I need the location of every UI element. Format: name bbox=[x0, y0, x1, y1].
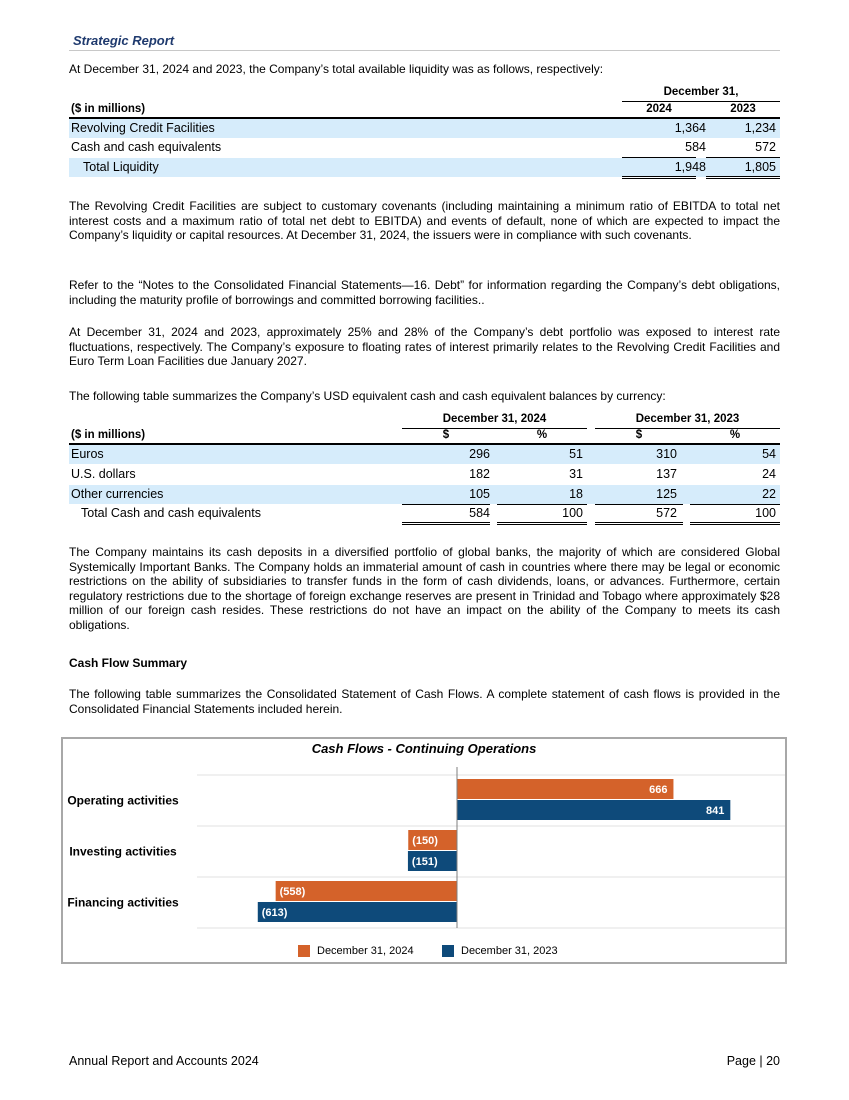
usd-2024: 296 bbox=[469, 447, 490, 461]
total-double-rule bbox=[690, 522, 780, 525]
total-double-rule bbox=[402, 522, 490, 525]
pct-2023: 100 bbox=[755, 506, 776, 520]
legend-label-2024: December 31, 2024 bbox=[317, 945, 414, 957]
row-value-2024: 1,364 bbox=[674, 121, 706, 135]
pct-2024: 51 bbox=[569, 447, 583, 461]
pct-2024: 18 bbox=[569, 487, 583, 501]
pct-2023: 54 bbox=[762, 447, 776, 461]
data-label: 841 bbox=[705, 805, 725, 817]
data-label: (558) bbox=[279, 886, 306, 898]
pct-2024: 31 bbox=[569, 467, 583, 481]
col-pct-2024: % bbox=[536, 429, 548, 441]
col-usd-2024: $ bbox=[442, 429, 450, 441]
usd-2023: 137 bbox=[656, 467, 677, 481]
table-row bbox=[69, 465, 780, 484]
row-label: Total Liquidity bbox=[83, 160, 159, 174]
chart-title: Cash Flows - Continuing Operations bbox=[311, 741, 537, 756]
liquidity-intro: At December 31, 2024 and 2023, the Company’s total available liquidity was as follows, respectively: bbox=[69, 62, 604, 76]
usd-2024: 182 bbox=[469, 467, 490, 481]
row-label: Total Cash and cash equivalents bbox=[81, 506, 261, 520]
usd-2023: 125 bbox=[656, 487, 677, 501]
cash-flow-chart bbox=[61, 737, 787, 964]
row-label: Cash and cash equivalents bbox=[71, 140, 222, 154]
table-row bbox=[69, 119, 780, 138]
total-double-rule bbox=[497, 522, 587, 525]
liquidity-col-2023: 2023 bbox=[730, 103, 756, 115]
bar-2023 bbox=[457, 800, 730, 820]
row-value-2023: 572 bbox=[755, 140, 776, 154]
row-label: Euros bbox=[71, 447, 104, 461]
row-value-2024: 1,948 bbox=[674, 160, 706, 174]
liquidity-col-2024: 2024 bbox=[646, 103, 672, 115]
cash-flow-intro: The following table summarizes the Consolidated Statement of Cash Flows. A complete statement of cash flows is provided in the Consolidated Financial Statements included herein. bbox=[69, 687, 780, 716]
pct-2023: 22 bbox=[762, 487, 776, 501]
usd-2023: 572 bbox=[656, 506, 677, 520]
data-label: (150) bbox=[412, 835, 438, 847]
table-row bbox=[69, 485, 780, 504]
data-label: 666 bbox=[649, 784, 668, 796]
row-value-2023: 1,805 bbox=[744, 160, 776, 174]
data-label: (151) bbox=[411, 856, 438, 868]
group-header-rule bbox=[622, 101, 780, 102]
usd-2024: 584 bbox=[469, 506, 490, 520]
currency-group-2023: December 31, 2023 bbox=[635, 413, 740, 425]
row-label: U.S. dollars bbox=[71, 467, 136, 481]
pct-2023: 24 bbox=[762, 467, 776, 481]
covenants-paragraph: The Revolving Credit Facilities are subject to customary covenants (including maintaining a minimum ratio of EBITDA to total net interest costs and a maximum ratio of total net debt to EBITDA) and events of default, none of which are expected to impact the Company’s liquidity or capital resources. At December 31, 2024, the issuers were in compliance with such covenants. bbox=[69, 199, 780, 242]
footer-page-number: Page | 20 bbox=[726, 1054, 780, 1068]
row-value-2023: 1,234 bbox=[744, 121, 776, 135]
table-row bbox=[69, 138, 780, 157]
cash-flow-heading: Cash Flow Summary bbox=[69, 656, 188, 670]
total-double-rule bbox=[595, 522, 683, 525]
legend-swatch-2024 bbox=[298, 945, 310, 957]
bar-2023 bbox=[258, 902, 457, 922]
bar-2024 bbox=[457, 779, 673, 799]
table-row bbox=[69, 445, 780, 464]
interest-rate-paragraph: At December 31, 2024 and 2023, approximately 25% and 28% of the Company’s debt portfolio was exposed to interest rate fluctuations, respectively. The Company’s exposure to floating rates of interest primarily relates to the Revolving Credit Facilities and Euro Term Loan Facilities due January 2027. bbox=[69, 325, 780, 368]
currency-group-2024: December 31, 2024 bbox=[442, 413, 547, 425]
usd-2024: 105 bbox=[469, 487, 490, 501]
table-row-total bbox=[69, 158, 780, 177]
total-double-rule bbox=[706, 176, 780, 179]
currency-intro: The following table summarizes the Company’s USD equivalent cash and cash equivalent balances by currency: bbox=[69, 389, 666, 403]
bank-deposits-paragraph: The Company maintains its cash deposits in a diversified portfolio of global banks, the majority of which are considered Global Systemically Important Banks. The Company holds an immaterial amount of cash in countries where there may be legal or economic restrictions on the ability of subsidiaries to transfer funds in the form of cash dividends, loans, or advances. Furthermore, certain regulatory restrictions due to the shortage of foreign exchange reserves are present in Trinidad and Tobago where approximately $28 million of our foreign cash resides. These restrictions do not have an impact on the ability of the Company to meets its cash obligations. bbox=[69, 545, 780, 632]
total-double-rule bbox=[622, 176, 696, 179]
chart-plot bbox=[63, 739, 785, 939]
legend-swatch-2023 bbox=[442, 945, 454, 957]
data-label: (613) bbox=[261, 907, 288, 919]
liquidity-unit-label: ($ in millions) bbox=[71, 103, 146, 115]
usd-2023: 310 bbox=[656, 447, 677, 461]
currency-unit-label: ($ in millions) bbox=[71, 429, 146, 441]
liquidity-group-header: December 31, bbox=[663, 86, 739, 98]
category-label: Financing activities bbox=[67, 895, 179, 910]
pct-2024: 100 bbox=[562, 506, 583, 520]
footer-report-name: Annual Report and Accounts 2024 bbox=[69, 1054, 259, 1068]
header-divider bbox=[69, 50, 780, 51]
debt-notes-paragraph: Refer to the “Notes to the Consolidated Financial Statements—16. Debt” for information regarding the Company’s debt obligations, including the maturity profile of borrowings and committed borrowing facilities.. bbox=[69, 278, 780, 307]
row-label: Revolving Credit Facilities bbox=[71, 121, 215, 135]
legend-label-2023: December 31, 2023 bbox=[461, 945, 558, 957]
row-label: Other currencies bbox=[71, 487, 164, 501]
category-label: Operating activities bbox=[67, 793, 179, 808]
col-pct-2023: % bbox=[729, 429, 741, 441]
table-row-total bbox=[69, 504, 780, 523]
category-label: Investing activities bbox=[69, 844, 177, 859]
col-usd-2023: $ bbox=[635, 429, 643, 441]
section-title: Strategic Report bbox=[73, 33, 175, 48]
row-value-2024: 584 bbox=[685, 140, 706, 154]
